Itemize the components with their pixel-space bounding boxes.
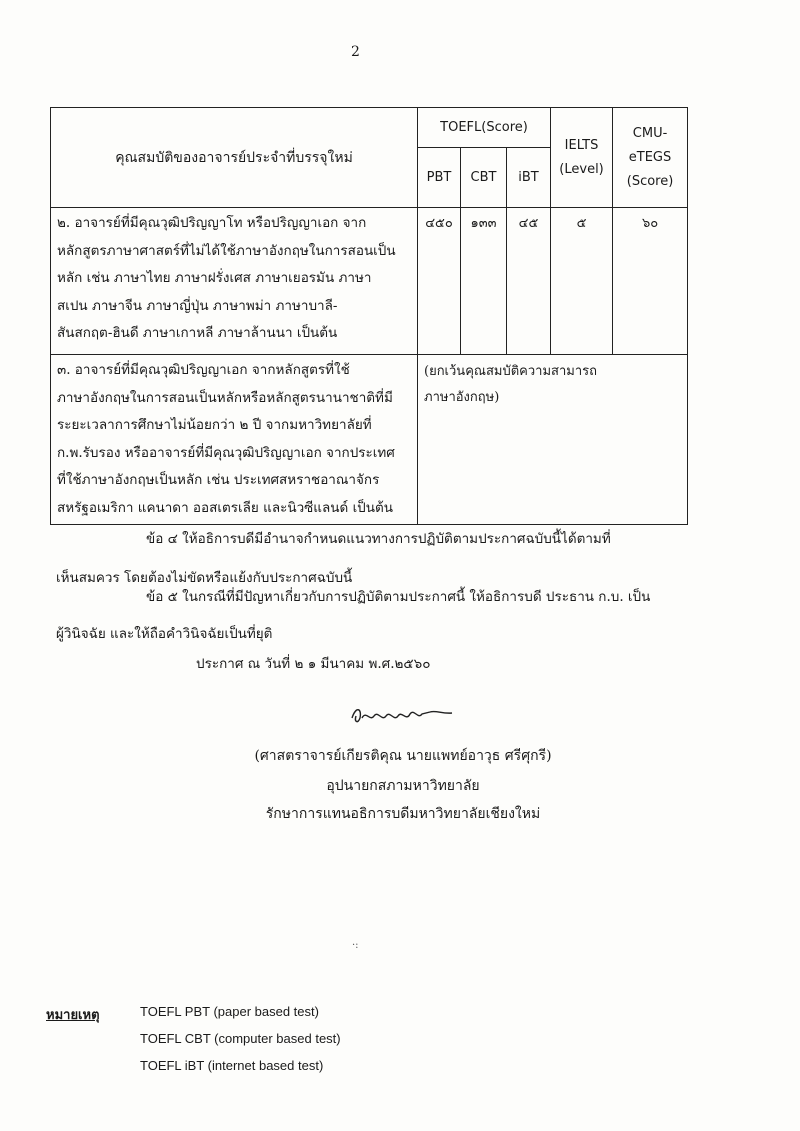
qualification-cell [51,208,418,355]
clause-4-line1: ข้อ ๔ ให้อธิการบดีมีอำนาจกำหนดแนวทางการปฏิบัติตามประกาศฉบับนี้ได้ตามที่ [146,531,611,547]
toefl-header: TOEFL(Score) [418,108,551,148]
clause-5-line1: ข้อ ๕ ในกรณีที่มีปัญหาเกี่ยวกับการปฏิบัติตามประกาศนี้ ให้อธิการบดี ประธาน ก.บ. เป็น [146,589,651,605]
table-row [51,355,688,525]
row1-line: สันสกฤต-ฮินดี ภาษาเกาหลี ภาษาล้านนา เป็นต้น [57,325,338,341]
row2-line: ก.พ.รับรอง หรืออาจารย์ที่มีคุณวุฒิปริญญาเอก จากประเทศ [57,444,395,461]
qualification-table [50,107,688,525]
table-row [51,208,688,355]
cbt-header: CBT [461,148,507,208]
row2-line: ที่ใช้ภาษาอังกฤษเป็นหลัก เช่น ประเทศสหราชอาณาจักร [57,472,380,488]
page-number: 2 [351,44,360,60]
row2-line: ๓. อาจารย์ที่มีคุณวุฒิปริญญาเอก จากหลักสูตรที่ใช้ [57,362,350,378]
row1-line: สเปน ภาษาจีน ภาษาญี่ปุ่น ภาษาพม่า ภาษาบาลี- [57,297,338,314]
cmu-score: ๖๐ [613,208,688,355]
row2-line: ระยะเวลาการศึกษาไม่น้อยกว่า ๒ ปี จากมหาวิทยาลัยที่ [57,417,372,433]
note-item: TOEFL PBT (paper based test) [140,1004,319,1019]
pbt-score: ๔๕๐ [418,208,461,355]
row2-line: สหรัฐอเมริกา แคนาดา ออสเตรเลีย และนิวซีแลนด์ เป็นต้น [57,499,393,516]
signatory-name: (ศาสตราจารย์เกียรติคุณ นายแพทย์อาวุธ ศรีศุกรี) [254,748,552,764]
cmu-header-line2: eTEGS [628,149,672,165]
stray-mark: ·: [352,940,359,951]
signatory-position-2: รักษาการแทนอธิการบดีมหาวิทยาลัยเชียงใหม่ [265,806,541,822]
notes-label: หมายเหตุ [46,1008,100,1023]
pbt-header: PBT [418,148,461,208]
clause-5-line2: ผู้วินิจฉัย และให้ถือคำวินิจฉัยเป็นที่ยุติ [56,626,273,642]
ielts-header [551,108,613,208]
ibt-header: iBT [507,148,551,208]
ibt-score: ๔๕ [507,208,551,355]
row1-line: ๒. อาจารย์ที่มีคุณวุฒิปริญญาโท หรือปริญญาเอก จาก [57,215,367,231]
cmu-header-line3: (Score) [626,173,674,189]
clause-4-line2: เห็นสมควร โดยต้องไม่ขัดหรือแย้งกับประกาศฉบับนี้ [56,570,353,586]
note-item: TOEFL iBT (internet based test) [140,1058,324,1073]
exemption-line2: ภาษาอังกฤษ) [424,390,500,405]
ielts-header-line1: IELTS [564,137,599,153]
announcement-date: ประกาศ ณ วันที่ ๒ ๑ มีนาคม พ.ศ.๒๕๖๐ [196,656,431,672]
qualification-header: คุณสมบัติของอาจารย์ประจำที่บรรจุใหม่ [51,108,418,208]
row1-line: หลัก เช่น ภาษาไทย ภาษาฝรั่งเศส ภาษาเยอรมัน ภาษา [57,270,372,286]
table-header-row [51,108,688,148]
signature-image [348,700,458,728]
cbt-score: ๑๓๓ [461,208,507,355]
cmu-etegs-header [613,108,688,208]
exemption-line1: (ยกเว้นคุณสมบัติความสามารถ [424,364,597,379]
note-item: TOEFL CBT (computer based test) [140,1031,341,1046]
row1-line: หลักสูตรภาษาศาสตร์ที่ไม่ได้ใช้ภาษาอังกฤษในการสอนเป็น [57,242,396,259]
row2-line: ภาษาอังกฤษในการสอนเป็นหลักหรือหลักสูตรนานาชาติที่มี [57,389,393,406]
cmu-header-line1: CMU- [632,125,668,141]
ielts-score: ๕ [551,208,613,355]
ielts-header-line2: (Level) [559,161,604,177]
qualification-cell [51,355,418,525]
signatory-position-1: อุปนายกสภามหาวิทยาลัย [326,778,480,794]
exemption-cell [418,355,688,525]
